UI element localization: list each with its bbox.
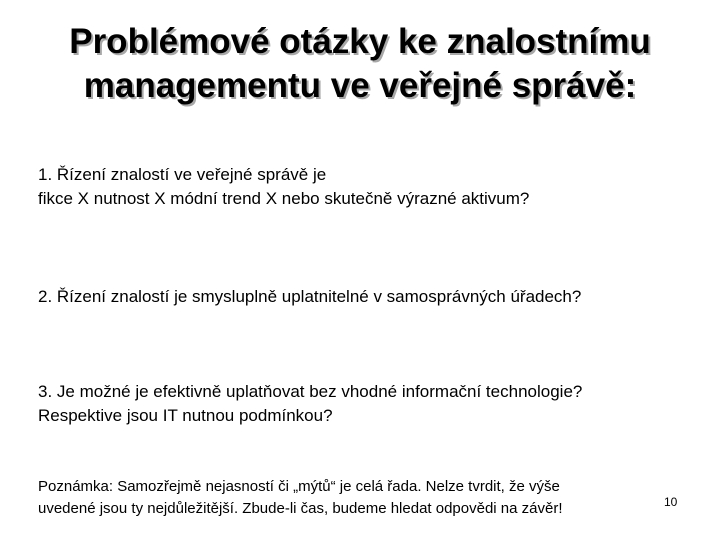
slide-title xyxy=(0,20,720,108)
question-2-line-1: 2. Řízení znalostí je smysluplně uplatnitelné v samosprávných úřadech? xyxy=(38,287,582,306)
footnote-line-2: uvedené jsou ty nejdůležitější. Zbude-li čas, budeme hledat odpovědi na závěr! xyxy=(38,500,563,517)
page-number: 10 xyxy=(664,495,678,509)
question-1-line-1: 1. Řízení znalostí ve veřejné správě je xyxy=(38,165,327,184)
question-1 xyxy=(38,163,529,211)
slide-title-line-1: Problémové otázky ke znalostnímu xyxy=(69,22,651,61)
footnote-line-1: Poznámka: Samozřejmě nejasností či „mýtů“ je celá řada. Nelze tvrdit, že výše xyxy=(38,478,560,495)
question-3-line-2: Respektive jsou IT nutnou podmínkou? xyxy=(38,406,333,425)
question-3-line-1: 3. Je možné je efektivně uplatňovat bez vhodné informační technologie? xyxy=(38,382,583,401)
question-2 xyxy=(38,285,581,309)
question-3 xyxy=(38,380,582,428)
footnote xyxy=(38,476,563,520)
slide-title-line-2: managementu ve veřejné správě: xyxy=(83,66,637,105)
question-1-line-2: fikce X nutnost X módní trend X nebo skutečně výrazné aktivum? xyxy=(38,189,530,208)
